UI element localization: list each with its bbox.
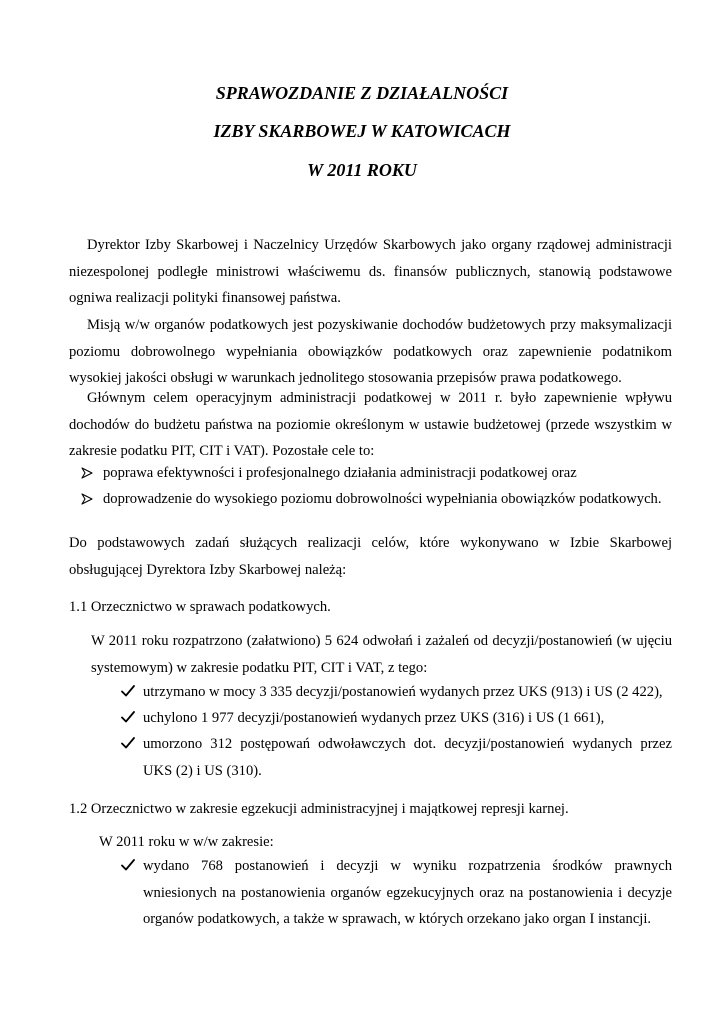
section-1-1-heading: 1.1 Orzecznictwo w sprawach podatkowych. [69,599,331,615]
check-bullet-icon [121,853,143,880]
document-title-line-2: IZBY SKARBOWEJ W KATOWICACH [213,121,511,141]
intro-paragraph-2: Misją w/w organów podatkowych jest pozyskiwanie dochodów budżetowych przy maksymalizacji poziomu dobrowolnego wypełniania obowiązków podatkowych oraz zapewnienie podatnikom wysokiej jakości obsługi w warunkach jednolitego stosowania przepisów prawa podatkowego. [69,317,672,386]
section-1-2-item [121,853,672,933]
goal-list-item [81,460,681,487]
item-text: umorzono 312 postępowań odwoławczych dot. decyzji/postanowień wydanych przez UKS (2) i US (310). [143,736,672,779]
document-title-line-1: SPRAWOZDANIE Z DZIAŁALNOŚCI [215,83,509,103]
check-bullet-icon [121,679,143,706]
arrow-bullet-icon [81,486,103,513]
goal-list-item [81,486,681,513]
check-bullet-icon [121,731,143,758]
section-1-1-item [121,731,672,784]
section-1-1-item [121,679,672,706]
item-text: wydano 768 postanowień i decyzji w wyniku rozpatrzenia środków prawnych wniesionych na postanowienia organów egzekucyjnych oraz na postanowienia i decyzje organów podatkowych, a także w sprawach, w których orzekano jako organ I instancji. [143,858,672,927]
check-bullet-icon [121,705,143,732]
intro-paragraph-3: Głównym celem operacyjnym administracji podatkowej w 2011 r. było zapewnienie wpływu dochodów do budżetu państwa na poziomie określonym w ustawie budżetowej (przede wszystkim w zakresie podatku PIT, CIT i VAT). Pozostałe cele to: [69,390,672,459]
document-title-line-3: W 2011 ROKU [307,160,417,180]
goal-text: poprawa efektywności i profesjonalnego działania administracji podatkowej oraz [103,465,577,481]
section-1-2-heading: 1.2 Orzecznictwo w zakresie egzekucji administracyjnej i majątkowej represji karnej. [69,801,569,817]
section-1-2-text: W 2011 roku w w/w zakresie: [99,834,274,850]
arrow-bullet-icon [81,460,103,487]
intro-paragraph-1: Dyrektor Izby Skarbowej i Naczelnicy Urzędów Skarbowych jako organy rządowej administracji niezespolonej podległe ministrowi właściwemu ds. finansów publicznych, stanowią podstawowe ogniwa realizacji polityki finansowej państwa. [69,237,672,306]
item-text: utrzymano w mocy 3 335 decyzji/postanowień wydanych przez UKS (913) i US (2 422), [143,684,663,700]
goal-text: doprowadzenie do wysokiego poziomu dobrowolności wypełniania obowiązków podatkowych. [103,491,662,507]
section-1-1-text: W 2011 roku rozpatrzono (załatwiono) 5 624 odwołań i zażaleń od decyzji/postanowień (w ujęciu systemowym) w zakresie podatku PIT, CIT i VAT, z tego: [91,633,672,676]
section-1-1-item [121,705,672,732]
item-text: uchylono 1 977 decyzji/postanowień wydanych przez UKS (316) i US (1 661), [143,710,605,726]
tasks-intro-paragraph: Do podstawowych zadań służących realizacji celów, które wykonywano w Izbie Skarbowej obsługującej Dyrektora Izby Skarbowej należą: [69,535,672,578]
